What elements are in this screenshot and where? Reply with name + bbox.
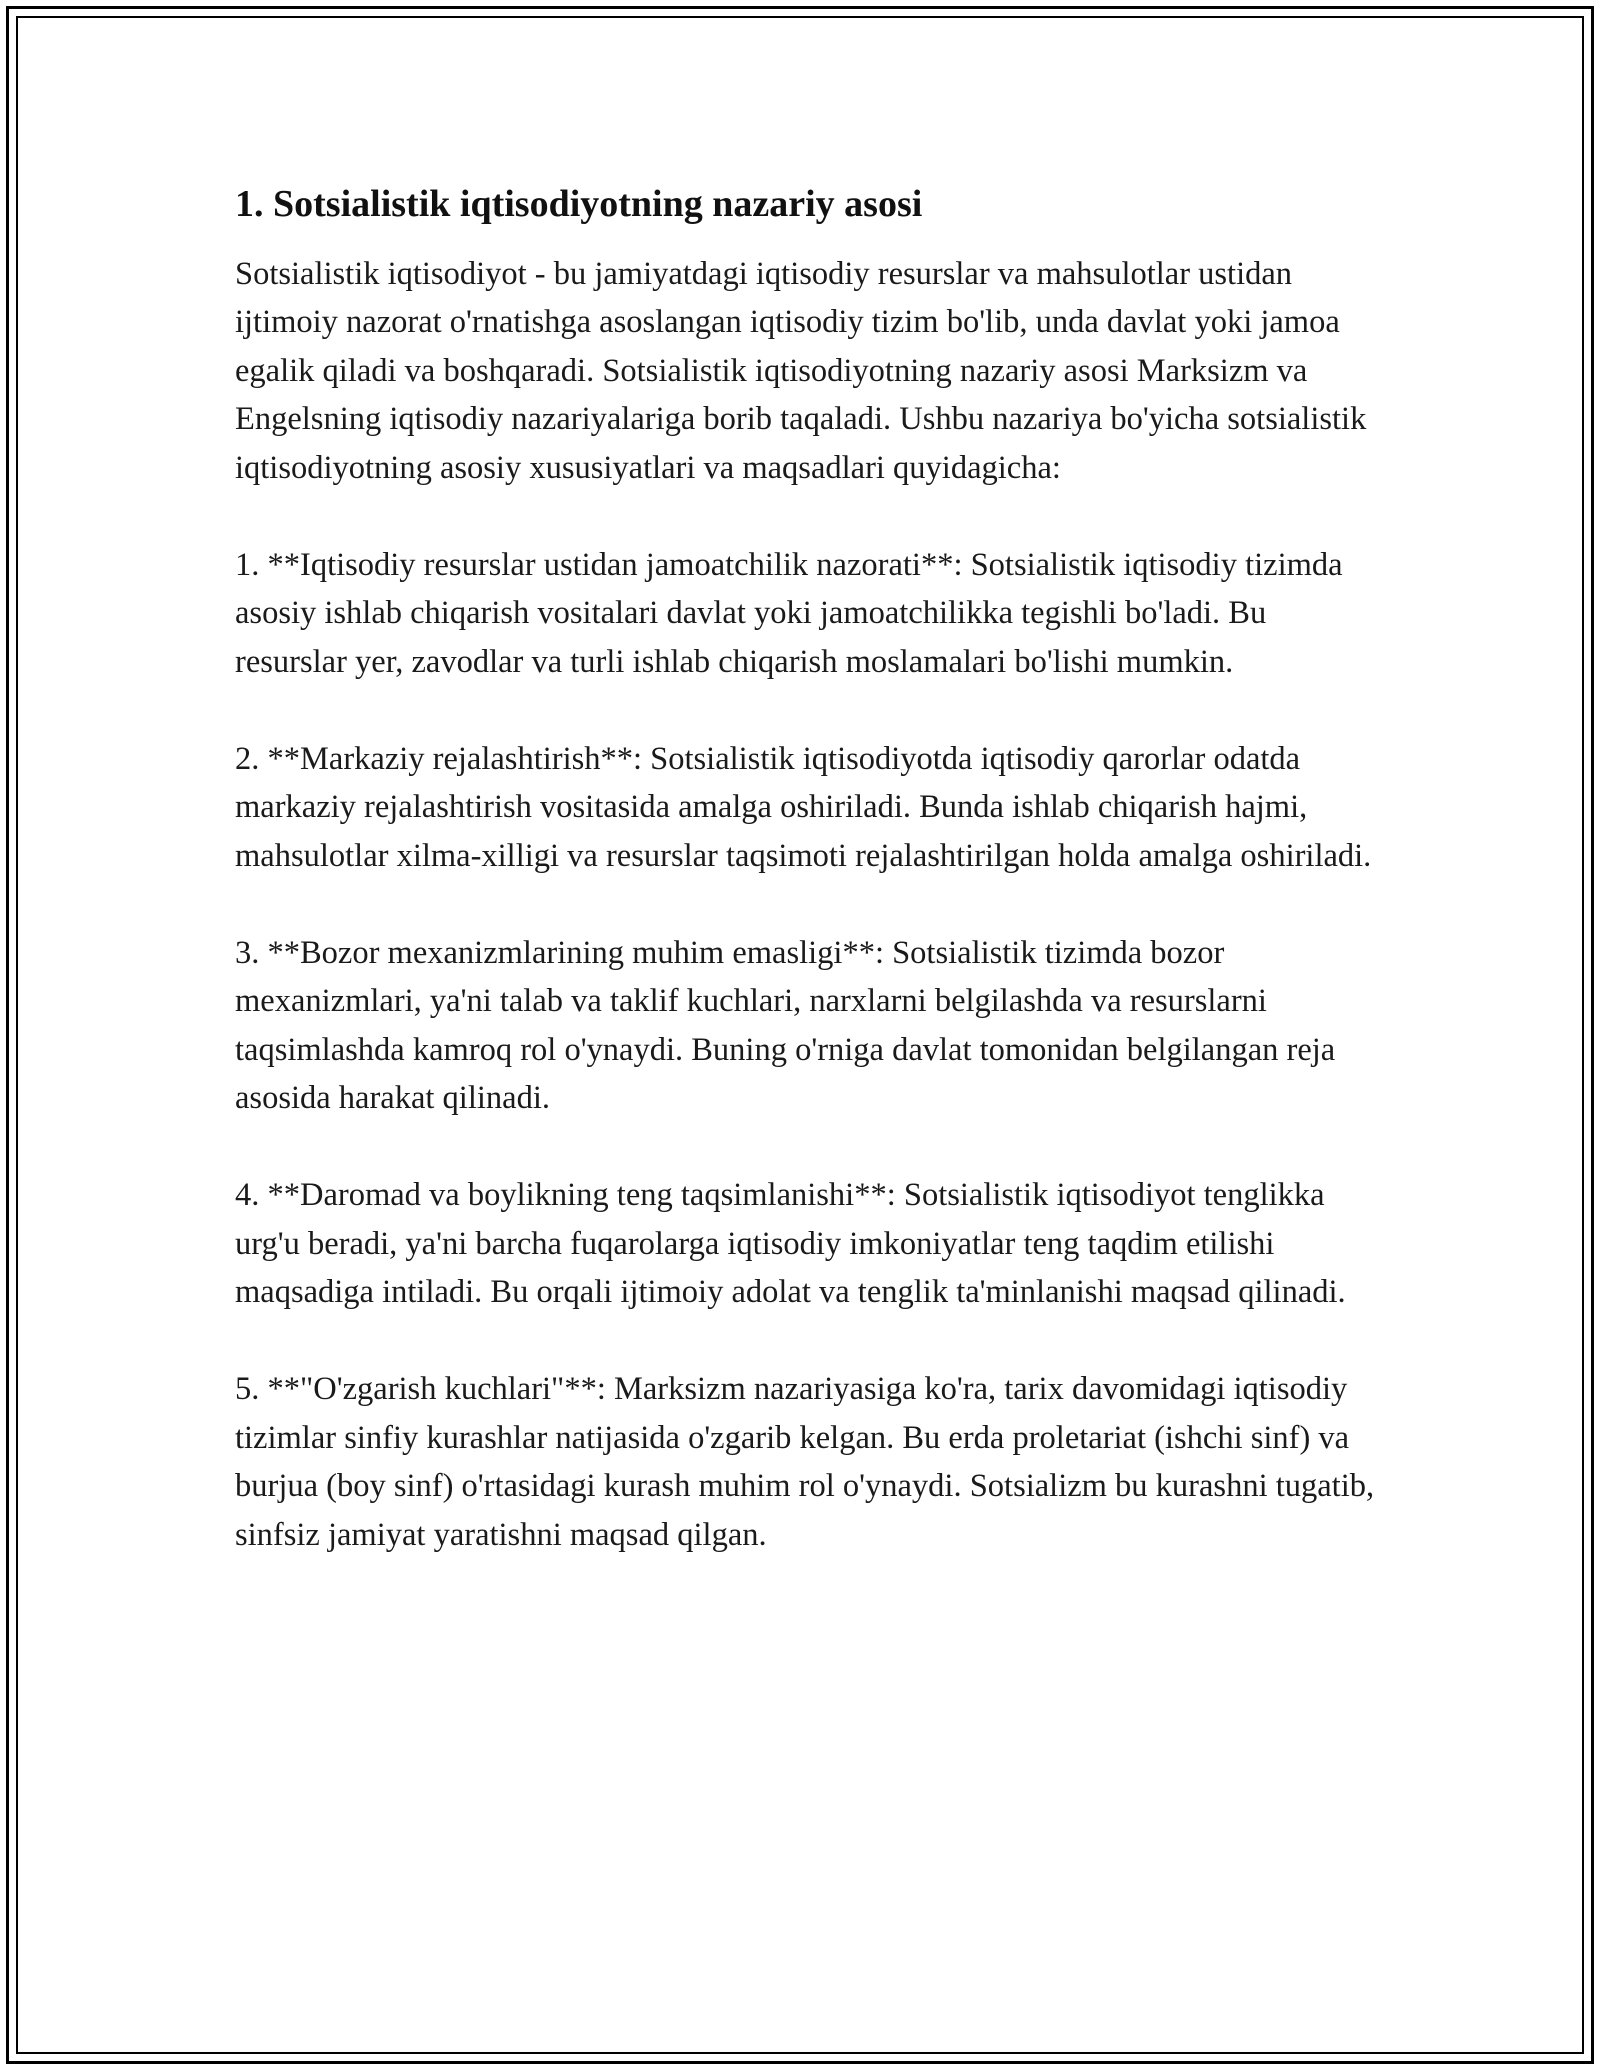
document-body: [235, 182, 1385, 1608]
list-item-3: 3. **Bozor mexanizmlarining muhim emasligi**: Sotsialistik tizimda bozor mexanizmlari, ya'ni talab va taklif kuchlari, narxlarni belgilashda va resurslarni taqsimlashda kamroq rol o'ynaydi. Buning o'rniga davlat tomonidan belgilangan reja asosida harakat qilinadi.: [235, 934, 1336, 1117]
list-item-5: 5. **"O'zgarish kuchlari"**: Marksizm nazariyasiga ko'ra, tarix davomidagi iqtisodiy tizimlar sinfiy kurashlar natijasida o'zgarib kelgan. Bu erda proletariat (ishchi sinf) va burjua (boy sinf) o'rtasidagi kurash muhim rol o'ynaydi. Sotsializm bu kurashni tugatib, sinfsiz jamiyat yaratishni maqsad qilgan.: [235, 1371, 1375, 1553]
document-title: 1. Sotsialistik iqtisodiyotning nazariy asosi: [235, 183, 923, 225]
intro-paragraph: Sotsialistik iqtisodiyot - bu jamiyatdagi iqtisodiy resurslar va mahsulotlar ustidan ijtimoiy nazorat o'rnatishga asoslangan iqtisodiy tizim bo'lib, unda davlat yoki jamoa egalik qiladi va boshqaradi. Sotsialistik iqtisodiyotning nazariy asosi Marksizm va Engelsning iqtisodiy nazariyalariga borib taqaladi. Ushbu nazariya bo'yicha sotsialistik iqtisodiyotning asosiy xususiyatlari va maqsadlari quyidagicha:: [235, 255, 1367, 486]
list-item-1: 1. **Iqtisodiy resurslar ustidan jamoatchilik nazorati**: Sotsialistik iqtisodiy tizimda asosiy ishlab chiqarish vositalari davlat yoki jamoatchilikka tegishli bo'ladi. Bu resurslar yer, zavodlar va turli ishlab chiqarish moslamalari bo'lishi mumkin.: [235, 546, 1343, 680]
list-item-4: 4. **Daromad va boylikning teng taqsimlanishi**: Sotsialistik iqtisodiyot tenglikka urg'u beradi, ya'ni barcha fuqarolarga iqtisodiy imkoniyatlar teng taqdim etilishi maqsadiga intiladi. Bu orqali ijtimoiy adolat va tenglik ta'minlanishi maqsad qilinadi.: [235, 1177, 1346, 1311]
list-item-2: 2. **Markaziy rejalashtirish**: Sotsialistik iqtisodiyotda iqtisodiy qarorlar odatda markaziy rejalashtirish vositasida amalga oshiriladi. Bunda ishlab chiqarish hajmi, mahsulotlar xilma-xilligi va resurslar taqsimoti rejalashtirilgan holda amalga oshiriladi.: [235, 740, 1372, 874]
